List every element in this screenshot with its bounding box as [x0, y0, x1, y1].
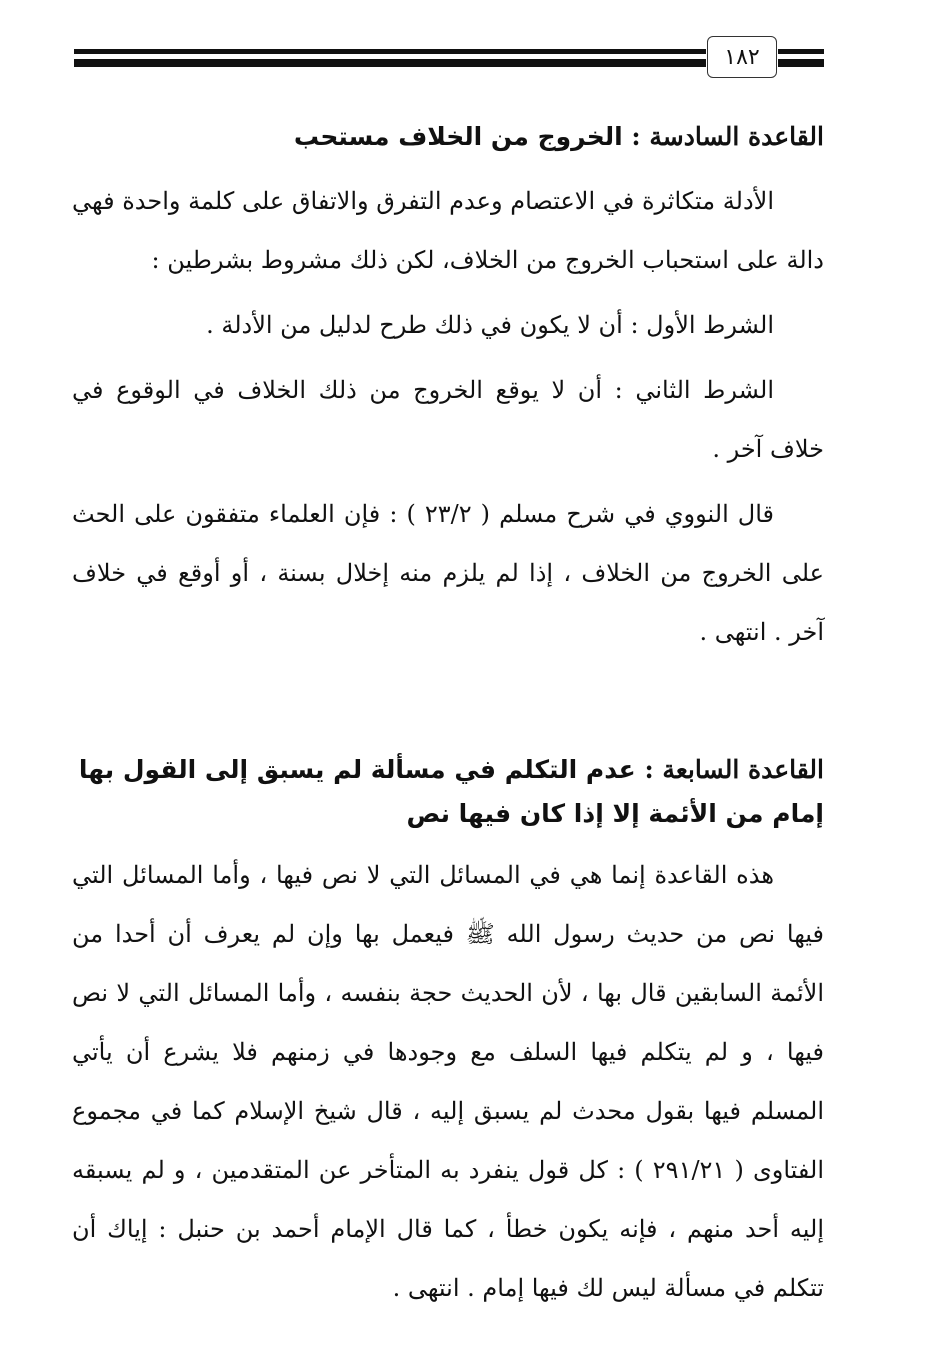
section-label: القاعدة السادسة :: [631, 122, 824, 151]
paragraph: قال النووي في شرح مسلم ( ٢٣/٢ ) : فإن العلماء متفقون على الحث على الخروج من الخلاف ، إذا لم يلزم منه إخلال بسنة ، أو أوقع في خلاف آخر . انتهى .: [72, 500, 824, 646]
section-title: الخروج من الخلاف مستحب: [293, 122, 623, 151]
section-heading-6: [72, 112, 824, 162]
paragraph: هذه القاعدة إنما هي في المسائل التي لا نص فيها ، وأما المسائل التي فيها نص من حديث رسول الله ﷺ فيعمل بها وإن لم يعرف أن أحدا من الأئمة السابقين قال بها ، لأن الحديث حجة بنفسه ، وأما المسائل التي لا نص فيها ، و لم يتكلم فيها السلف مع وجودها في زمنهم فلا يشرع أن يأتي المسلم فيها بقول محدث لم يسبق إليه ، قال شيخ الإسلام كما في مجموع الفتاوى ( ٢٩١/٢١ ) : كل قول ينفرد به المتأخر عن المتقدمين ، و لم يسبقه إليه أحد منهم ، فإنه يكون خطأ ، كما قال الإمام أحمد بن حنبل : إياك أن تتكلم في مسألة ليس لك فيها إمام . انتهى .: [72, 861, 824, 1302]
page-body: [72, 112, 824, 1318]
page-header: [0, 0, 932, 110]
header-rule-thick: [74, 59, 706, 67]
paragraph: الشرط الأول : أن لا يكون في ذلك طرح لدليل من الأدلة .: [206, 311, 774, 339]
header-rule-thin: [74, 49, 706, 54]
section-label: القاعدة السابعة :: [644, 755, 824, 784]
header-rule-thick-right: [778, 59, 824, 67]
paragraph: الشرط الثاني : أن لا يوقع الخروج من ذلك الخلاف في الوقوع في خلاف آخر .: [72, 376, 824, 463]
header-rule-thin-right: [778, 49, 824, 54]
page-number-box: [707, 36, 777, 78]
section-title: عدم التكلم في مسألة لم يسبق إلى القول بها إمام من الأئمة إلا إذا كان فيها نص: [78, 755, 824, 828]
paragraph: الأدلة متكاثرة في الاعتصام وعدم التفرق والاتفاق على كلمة واحدة فهي دالة على استحباب الخروج من الخلاف، لكن ذلك مشروط بشرطين :: [72, 187, 824, 274]
section-heading-7: [72, 748, 824, 836]
page-number: ١٨٢: [724, 44, 760, 70]
